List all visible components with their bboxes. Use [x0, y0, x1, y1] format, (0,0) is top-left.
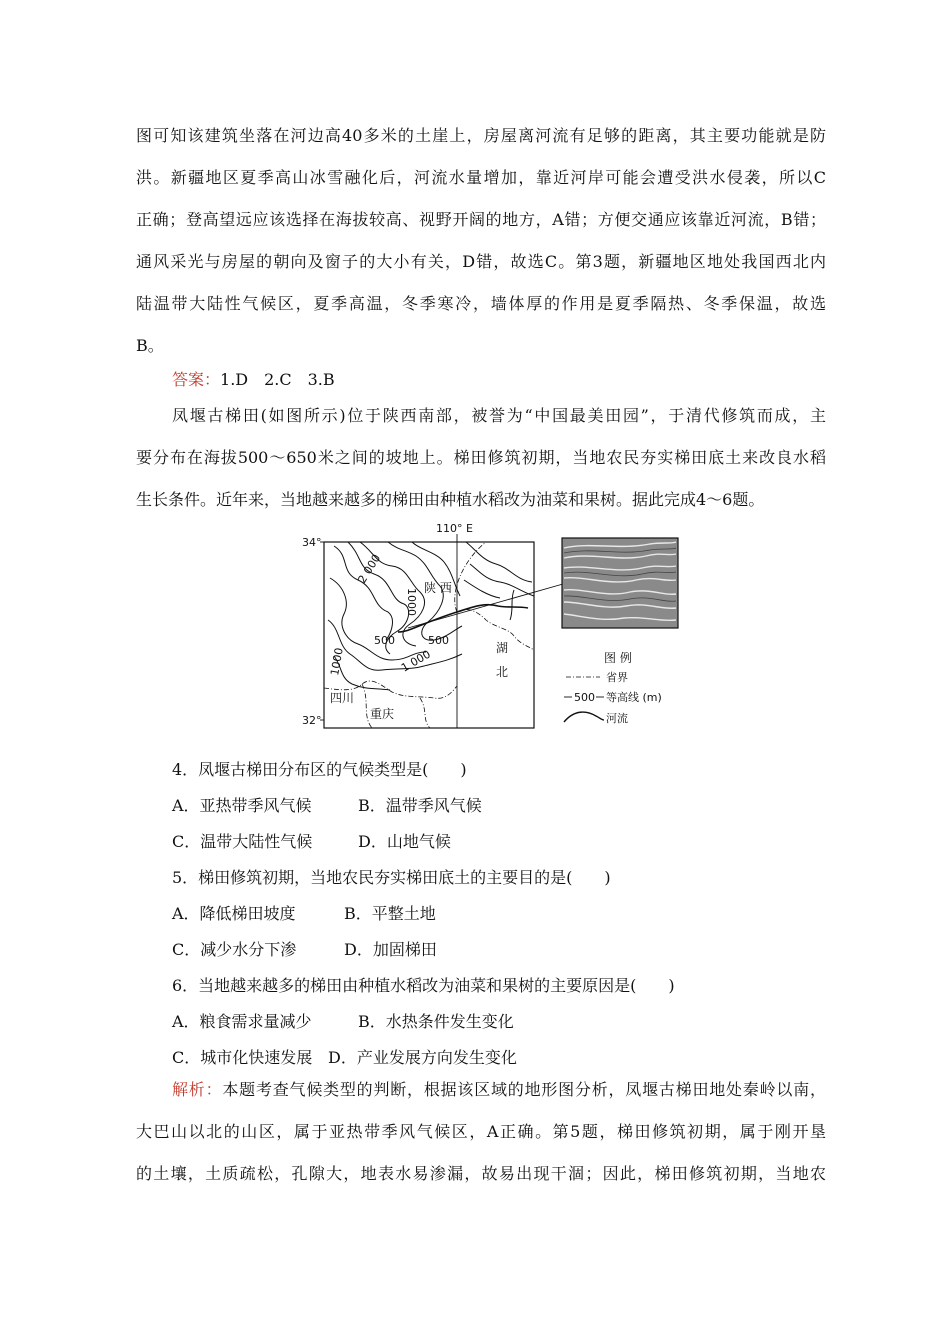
river-branch: [510, 590, 514, 620]
para1-line4: 通风采光与房屋的朝向及窗子的大小有关，D错，故选C。第3题，新疆地区地处我国西北内: [136, 252, 826, 271]
para1-line2: 洪。新疆地区夏季高山冰雪融化后，河流水量增加，靠近河岸可能会遭受洪水侵袭，所以C: [136, 168, 826, 187]
contour-label-1000c: 1000: [328, 646, 346, 677]
contour-label-500b: 500: [428, 634, 449, 647]
answer-text: 1.D 2.C 3.B: [220, 370, 335, 389]
analysis-line2: 大巴山以北的山区，属于亚热带季风气候区，A正确。第5题，梯田修筑初期，属于刚开垦: [136, 1122, 826, 1141]
question-4-option-c: C．温带大陆性气候: [172, 832, 313, 851]
question-5-option-d: D．加固梯田: [344, 940, 437, 959]
answer-label: 答案：: [172, 370, 221, 389]
label-hubei-1: 湖: [496, 641, 509, 655]
latitude-bottom-label: 32°: [302, 714, 322, 727]
question-5-option-c: C．减少水分下渗: [172, 940, 297, 959]
question-6-stem: 6．当地越来越多的梯田由种植水稻改为油菜和果树的主要原因是( ): [172, 976, 675, 995]
question-5-option-a: A．降低梯田坡度: [172, 904, 296, 923]
legend-river-symbol: [564, 712, 604, 722]
legend-contour-number: 500: [574, 691, 595, 704]
terrace-map-figure: [300, 520, 700, 735]
para1-line1: 图可知该建筑坐落在河边高40多米的土崖上，房屋离河流有足够的距离，其主要功能就是防: [136, 126, 826, 145]
analysis-line3: 的土壤，土质疏松，孔隙大，地表水易渗漏，故易出现干涸；因此，梯田修筑初期，当地农: [136, 1164, 826, 1183]
question-4-option-b: B．温带季风气候: [358, 796, 482, 815]
para2-line1: 凤堰古梯田(如图所示)位于陕西南部，被誉为“中国最美田园”，于清代修筑而成，主: [172, 406, 826, 425]
latitude-top-label: 34°: [302, 536, 322, 549]
question-4-option-a: A．亚热带季风气候: [172, 796, 312, 815]
legend-title: 图 例: [604, 651, 632, 665]
para2-line3: 生长条件。近年来，当地越来越多的梯田由种植水稻改为油菜和果树。据此完成4～6题。: [136, 490, 765, 509]
question-4-stem: 4．凤堰古梯田分布区的气候类型是( ): [172, 760, 467, 779]
answer-line: [172, 370, 826, 390]
label-hubei-2: 北: [496, 665, 509, 679]
contour-label-2000: 2 000: [355, 551, 384, 586]
label-shaanxi: 陕 西: [424, 581, 452, 595]
label-sichuan: 四川: [330, 691, 355, 705]
analysis-text-1: 本题考查气候类型的判断，根据该区域的地形图分析，凤堰古梯田地处秦岭以南，: [222, 1080, 826, 1099]
label-chongqing: 重庆: [370, 707, 395, 721]
question-6-option-b: B．水热条件发生变化: [358, 1012, 514, 1031]
longitude-label: 110° E: [436, 522, 473, 535]
para1-line3: 正确；登高望远应该选择在海拔较高、视野开阔的地方，A错；方便交通应该靠近河流，B错；: [136, 210, 826, 229]
para1-line6: B。: [136, 336, 164, 355]
contour-label-500a: 500: [374, 634, 395, 647]
question-5-option-b: B．平整土地: [344, 904, 436, 923]
question-6-option-c: C．城市化快速发展: [172, 1048, 313, 1067]
question-6-option-d: D．产业发展方向发生变化: [328, 1048, 517, 1067]
terrace-photo: [562, 538, 678, 628]
para1-line5: 陆温带大陆性气候区，夏季高温，冬季寒冷，墙体厚的作用是夏季隔热、冬季保温，故选: [136, 294, 826, 313]
legend-contour-label: 等高线 (m): [606, 691, 662, 704]
analysis-label: 解析：: [172, 1080, 223, 1099]
legend-river-label: 河流: [606, 712, 628, 725]
question-5-stem: 5．梯田修筑初期，当地农民夯实梯田底土的主要目的是( ): [172, 868, 611, 887]
contour-label-1000a: 1000: [405, 588, 418, 616]
legend-border-label: 省界: [606, 671, 628, 684]
contour-label-1000b: 1 000: [399, 647, 433, 675]
question-6-option-a: A．粮食需求量减少: [172, 1012, 312, 1031]
map-legend: [564, 650, 662, 725]
para2-line2: 要分布在海拔500～650米之间的坡地上。梯田修筑初期，当地农民夯实梯田底土来改良水稻: [136, 448, 826, 467]
question-4-option-d: D．山地气候: [358, 832, 451, 851]
analysis-line1: [172, 1080, 826, 1100]
